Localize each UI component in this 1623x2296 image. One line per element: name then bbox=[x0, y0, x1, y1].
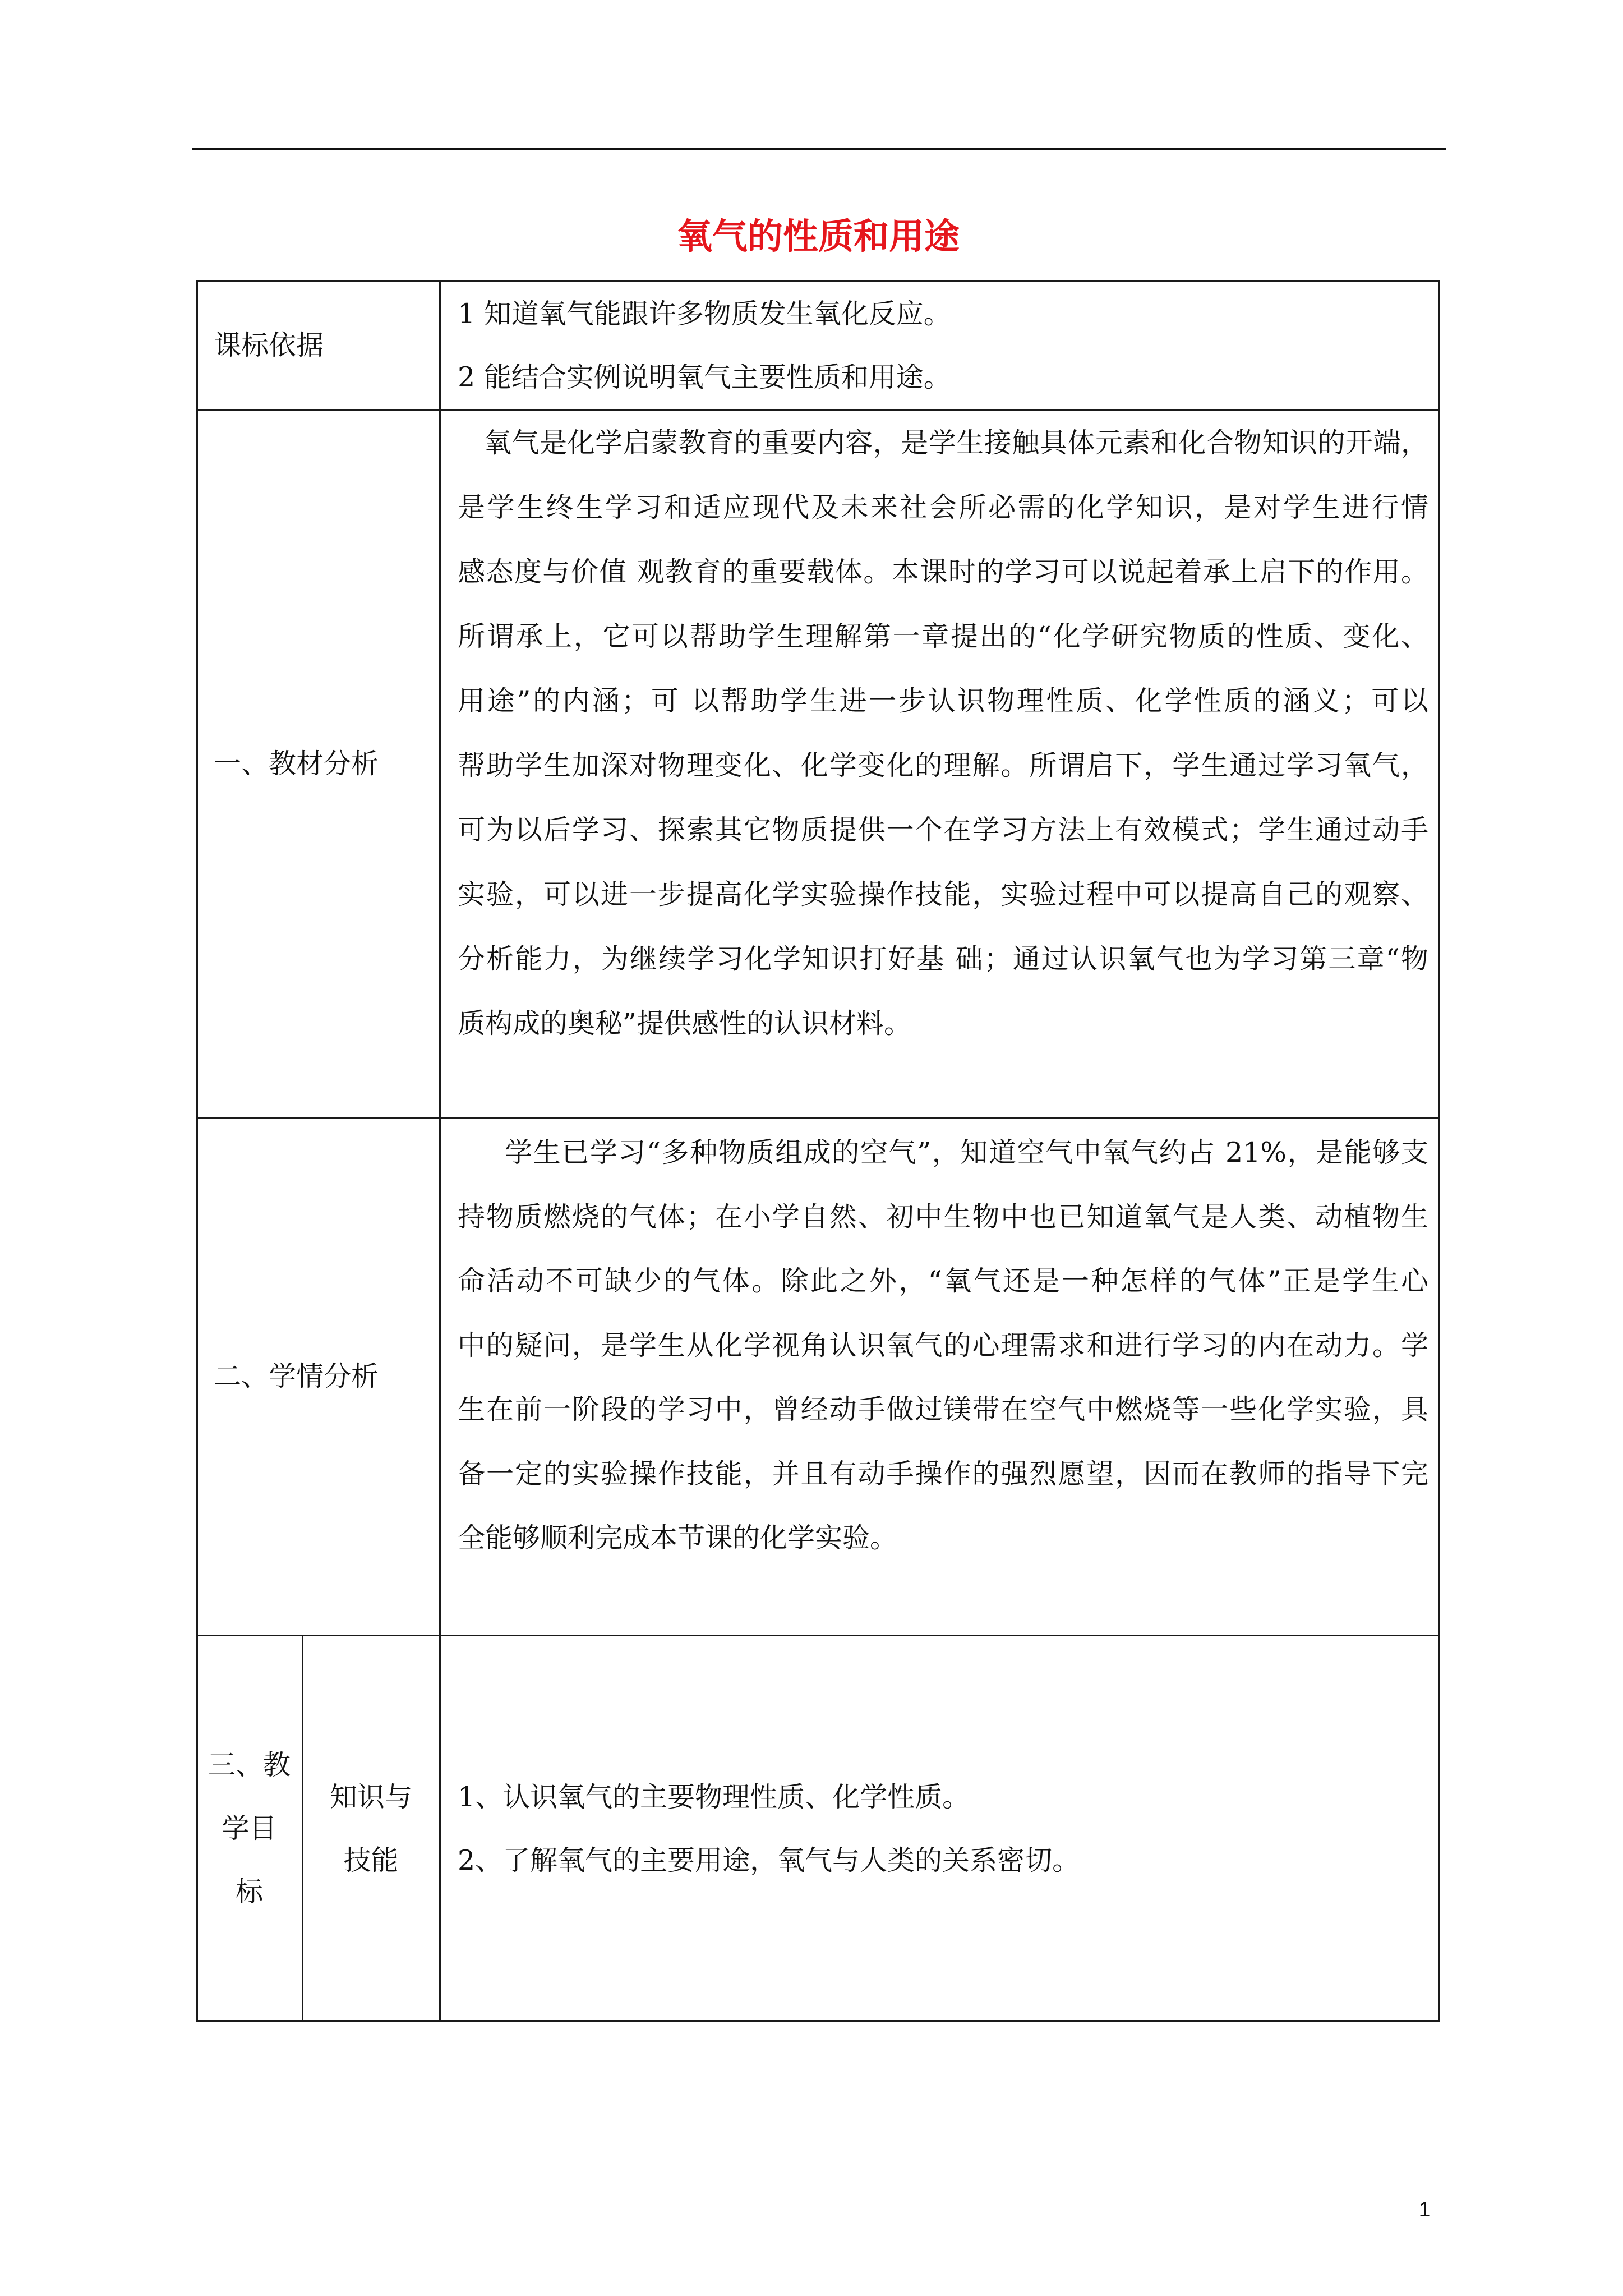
objectives-label-line: 学目 bbox=[222, 1812, 277, 1844]
paragraph-line: 所谓承上，它可以帮助学生理解第一章提出的“化学研究物质的性质、变化、 bbox=[458, 620, 1428, 652]
paragraph-line: 备一定的实验操作技能，并且有动手操作的强烈愿望，因而在教师的指导下完 bbox=[458, 1457, 1428, 1490]
objective-item: 1、认识氧气的主要物理性质、化学性质。 bbox=[458, 1780, 970, 1813]
objectives-label bbox=[196, 1635, 302, 2022]
paragraph-line: 是学生终生学习和适应现代及未来社会所必需的化学知识，是对学生进行情 bbox=[458, 491, 1428, 523]
standard-line: 2 能结合实例说明氧气主要性质和用途。 bbox=[458, 361, 951, 393]
objective-item: 2、了解氧气的主要用途，氧气与人类的关系密切。 bbox=[458, 1844, 1080, 1876]
paragraph-line: 实验，可以进一步提高化学实验操作技能，实验过程中可以提高自己的观察、 bbox=[458, 878, 1428, 910]
header-rule bbox=[192, 148, 1446, 150]
objectives-label-line: 标 bbox=[235, 1876, 263, 1908]
standard-label: 课标依据 bbox=[214, 329, 324, 361]
paragraph-line: 全能够顺利完成本节课的化学实验。 bbox=[458, 1522, 898, 1554]
textbook-analysis-content bbox=[458, 411, 1428, 1056]
standard-line: 1 知道氧气能跟许多物质发生氧化反应。 bbox=[458, 298, 951, 330]
knowledge-skills-label-line: 技能 bbox=[343, 1844, 399, 1876]
paragraph-line: 命活动不可缺少的气体。除此之外，“氧气还是一种怎样的气体”正是学生心 bbox=[458, 1265, 1428, 1297]
learner-analysis-label: 二、学情分析 bbox=[214, 1360, 379, 1392]
paragraph-line: 用途”的内涵；可 以帮助学生进一步认识物理性质、化学性质的涵义；可以 bbox=[458, 685, 1428, 717]
page-title: 氧气的性质和用途 bbox=[677, 215, 960, 257]
paragraph-line: 生在前一阶段的学习中，曾经动手做过镁带在空气中燃烧等一些化学实验，具 bbox=[458, 1393, 1428, 1425]
paragraph-line: 学生已学习“多种物质组成的空气”，知道空气中氧气约占 21%，是能够支 bbox=[505, 1137, 1428, 1168]
page-number: 1 bbox=[1418, 2198, 1431, 2221]
objectives-content bbox=[458, 1635, 1428, 2022]
paragraph-line: 持物质燃烧的气体；在小学自然、初中生物中也已知道氧气是人类、动植物生 bbox=[458, 1200, 1428, 1233]
knowledge-skills-label bbox=[302, 1635, 440, 2022]
learner-analysis-content bbox=[458, 1121, 1428, 1571]
paragraph-line: 可为以后学习、探索其它物质提供一个在学习方法上有效模式；学生通过动手 bbox=[458, 814, 1428, 846]
paragraph-line: 氧气是化学启蒙教育的重要内容，是学生接触具体元素和化合物知识的开端， bbox=[484, 427, 1428, 459]
paragraph-line: 分析能力，为继续学习化学知识打好基 础；通过认识氧气也为学习第三章“物 bbox=[458, 943, 1428, 975]
paragraph-line: 中的疑问，是学生从化学视角认识氧气的心理需求和进行学习的内在动力。学 bbox=[458, 1329, 1428, 1361]
paragraph-line: 质构成的奥秘”提供感性的认识材料。 bbox=[458, 1007, 912, 1039]
knowledge-skills-label-line: 知识与 bbox=[329, 1780, 412, 1813]
standard-content bbox=[458, 282, 1428, 409]
paragraph-line: 感态度与价值 观教育的重要载体。本课时的学习可以说起着承上启下的作用。 bbox=[458, 556, 1428, 588]
textbook-analysis-label: 一、教材分析 bbox=[214, 747, 379, 780]
objectives-label-line: 三、教 bbox=[208, 1749, 291, 1781]
paragraph-line: 帮助学生加深对物理变化、化学变化的理解。所谓启下，学生通过学习氧气， bbox=[458, 749, 1428, 781]
